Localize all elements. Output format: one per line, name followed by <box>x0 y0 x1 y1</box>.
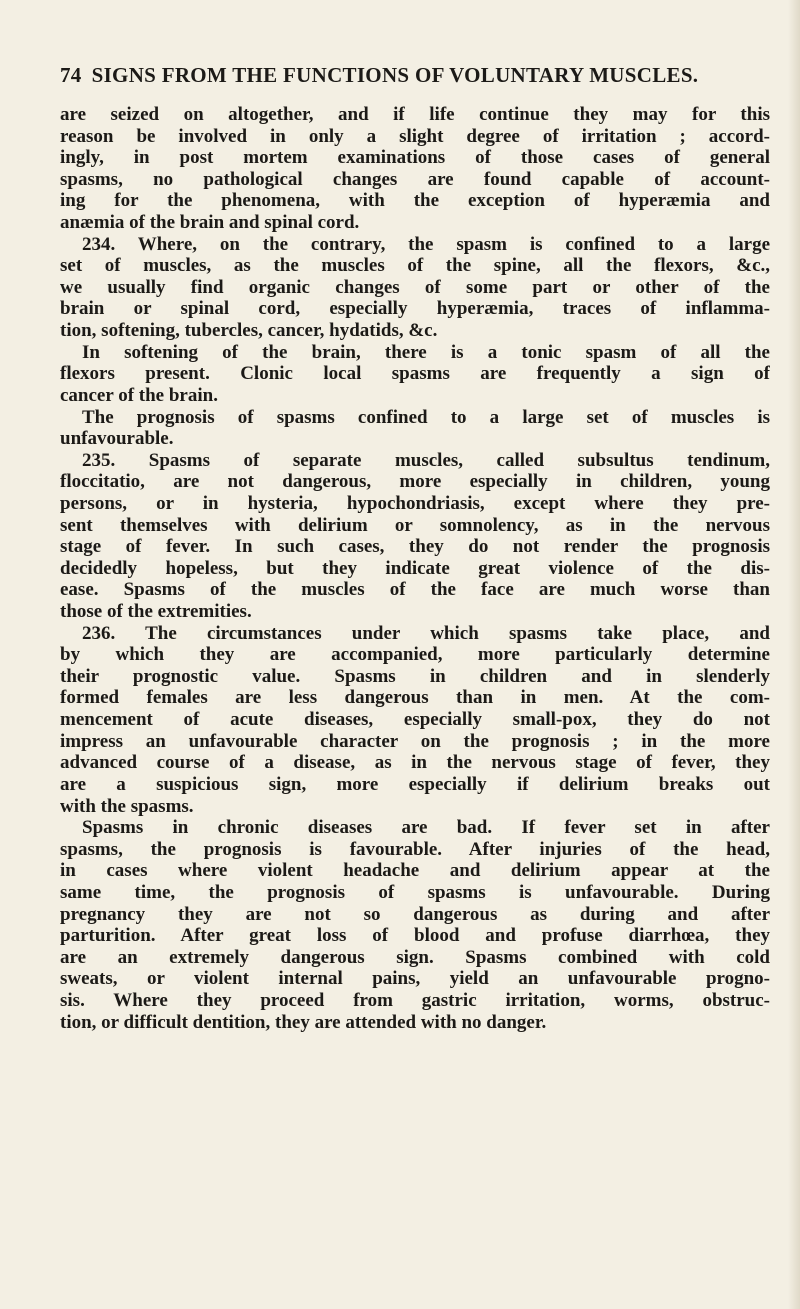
text-line: are an extremely dangerous sign. Spasms combined with cold <box>60 946 770 968</box>
text-line: sis. Where they proceed from gastric irritation, worms, obstruc- <box>60 989 770 1011</box>
text-line: are a suspicious sign, more especially if delirium breaks out <box>60 773 770 795</box>
text-line: we usually find organic changes of some part or other of the <box>60 276 770 298</box>
text-line: spasms, no pathological changes are found capable of account- <box>60 168 770 190</box>
text-line: decidedly hopeless, but they indicate great violence of the dis- <box>60 557 770 579</box>
text-line: impress an unfavourable character on the prognosis ; in the more <box>60 730 770 752</box>
text-line: flexors present. Clonic local spasms are frequently a sign of <box>60 363 770 385</box>
text-line: The prognosis of spasms confined to a large set of muscles is <box>82 406 770 428</box>
page-number: 74 <box>60 63 82 87</box>
running-head <box>60 63 760 91</box>
text-line: reason be involved in only a slight degree of irritation ; accord- <box>60 125 770 147</box>
page-edge-shadow <box>788 0 800 1309</box>
text-line: persons, or in hysteria, hypochondriasis, except where they pre- <box>60 492 770 514</box>
text-line: ingly, in post mortem examinations of those cases of general <box>60 147 770 169</box>
text-line: same time, the prognosis of spasms is unfavourable. During <box>60 881 770 903</box>
text-line: tion, softening, tubercles, cancer, hydatids, &c. <box>60 320 438 342</box>
text-line: anæmia of the brain and spinal cord. <box>60 212 360 234</box>
text-line: formed females are less dangerous than in men. At the com- <box>60 687 770 709</box>
text-line: mencement of acute diseases, especially small-pox, they do not <box>60 709 770 731</box>
text-line: those of the extremities. <box>60 601 252 623</box>
text-line: ing for the phenomena, with the exception of hyperæmia and <box>60 190 770 212</box>
text-line: ease. Spasms of the muscles of the face are much worse than <box>60 579 770 601</box>
paragraph-235-start: 235. Spasms of separate muscles, called subsultus tendinum, <box>82 449 770 471</box>
text-line: sent themselves with delirium or somnolency, as in the nervous <box>60 514 770 536</box>
body-text <box>60 104 770 1033</box>
text-line: parturition. After great loss of blood and profuse diarrhœa, they <box>60 925 770 947</box>
text-line: with the spasms. <box>60 795 194 817</box>
text-line: tion, or difficult dentition, they are attended with no danger. <box>60 1011 547 1033</box>
text-line: Spasms in chronic diseases are bad. If fever set in after <box>82 817 770 839</box>
text-line: brain or spinal cord, especially hyperæmia, traces of inflamma- <box>60 298 770 320</box>
text-line: set of muscles, as the muscles of the spine, all the flexors, &c., <box>60 255 770 277</box>
text-line: cancer of the brain. <box>60 384 218 406</box>
text-line: pregnancy they are not so dangerous as during and after <box>60 903 770 925</box>
text-line: In softening of the brain, there is a tonic spasm of all the <box>82 341 770 363</box>
text-line: in cases where violent headache and delirium appear at the <box>60 860 770 882</box>
text-line: are seized on altogether, and if life continue they may for this <box>60 104 770 125</box>
text-line: by which they are accompanied, more particularly determine <box>60 644 770 666</box>
text-line: their prognostic value. Spasms in children and in slenderly <box>60 665 770 687</box>
running-title: SIGNS FROM THE FUNCTIONS OF VOLUNTARY MUSCLES. <box>91 63 699 87</box>
text-line: spasms, the prognosis is favourable. After injuries of the head, <box>60 838 770 860</box>
paragraph-236-start: 236. The circumstances under which spasms take place, and <box>82 622 770 644</box>
text-line: floccitatio, are not dangerous, more especially in children, young <box>60 471 770 493</box>
paragraph-234-start: 234. Where, on the contrary, the spasm is confined to a large <box>82 233 770 255</box>
text-line: unfavourable. <box>60 428 174 450</box>
text-line: stage of fever. In such cases, they do not render the prognosis <box>60 536 770 558</box>
text-line: sweats, or violent internal pains, yield an unfavourable progno- <box>60 968 770 990</box>
text-line: advanced course of a disease, as in the nervous stage of fever, they <box>60 752 770 774</box>
